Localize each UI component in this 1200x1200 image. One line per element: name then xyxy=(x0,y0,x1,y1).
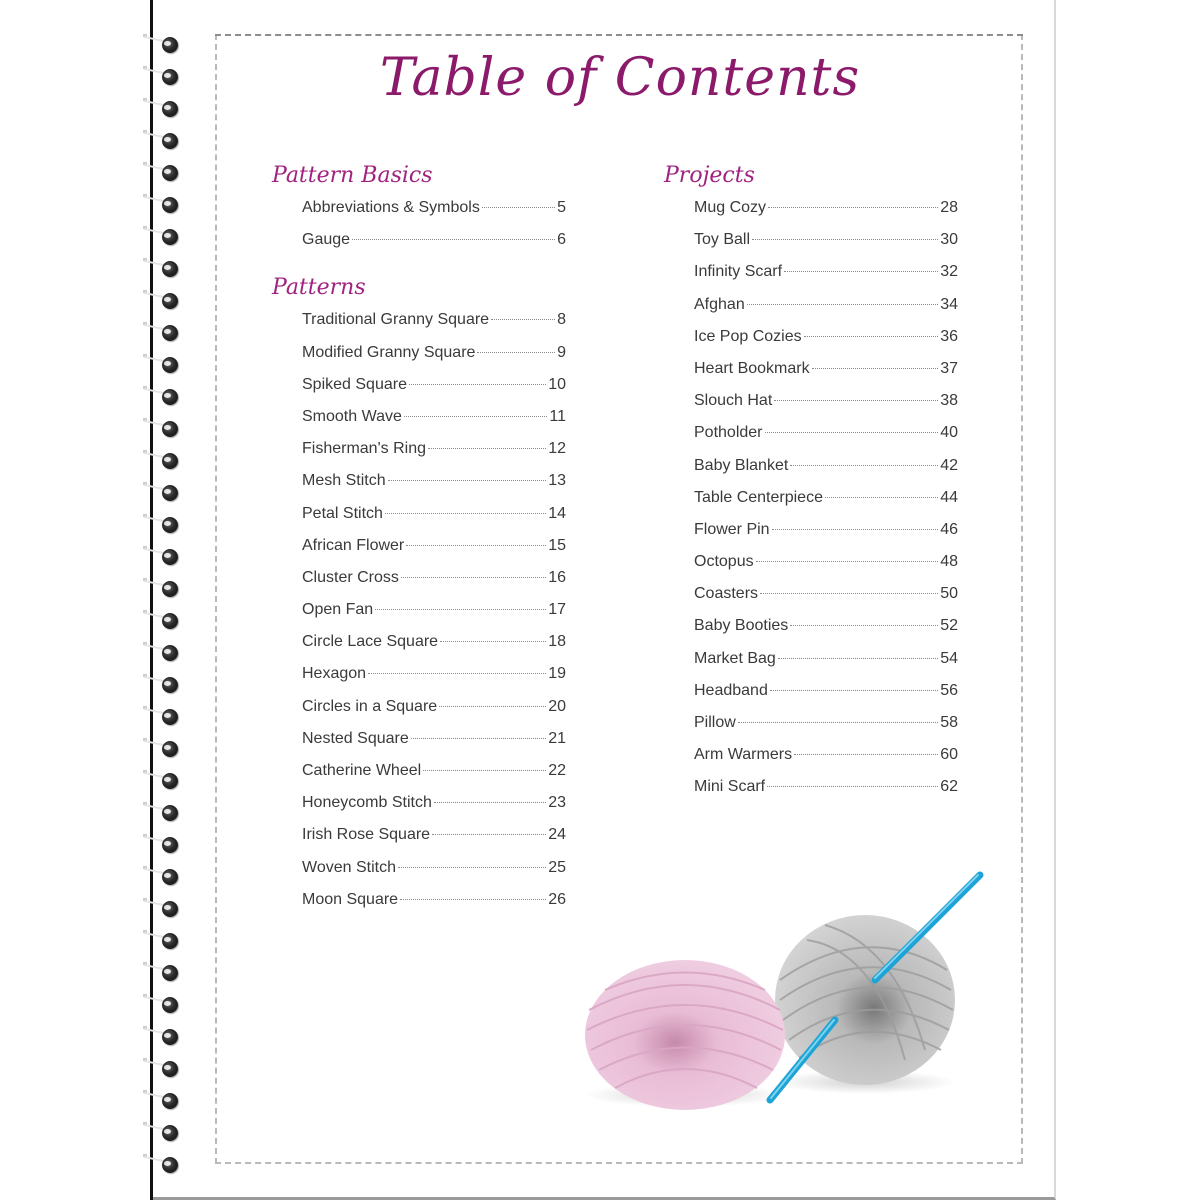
toc-entry-page-number: 54 xyxy=(940,649,958,667)
toc-entry[interactable] xyxy=(302,224,566,256)
binding-ring-icon xyxy=(162,325,178,341)
toc-entry-page-number: 16 xyxy=(548,568,566,586)
toc-entry-page-number: 30 xyxy=(940,231,958,249)
toc-entry[interactable] xyxy=(302,658,566,690)
toc-entry[interactable] xyxy=(694,192,958,224)
toc-entry-label: Coasters xyxy=(694,585,759,603)
dot-leader xyxy=(404,416,548,417)
toc-entry-page-number: 18 xyxy=(548,633,566,651)
toc-entry-page-number: 21 xyxy=(548,729,566,747)
binding-wire xyxy=(144,804,164,810)
toc-entry[interactable] xyxy=(302,852,566,884)
binding-wire xyxy=(144,836,164,842)
toc-entry[interactable] xyxy=(302,530,566,562)
toc-entry[interactable] xyxy=(302,192,566,224)
toc-entry-label: Circles in a Square xyxy=(302,697,438,715)
binding-ring-icon xyxy=(162,869,178,885)
toc-entry-label: Market Bag xyxy=(694,649,776,667)
dot-leader xyxy=(352,239,555,240)
binding-ring-icon xyxy=(162,549,178,565)
toc-entry-page-number: 26 xyxy=(548,890,566,908)
toc-entry-label: Fisherman's Ring xyxy=(302,440,426,458)
toc-entry-label: Moon Square xyxy=(302,890,399,908)
dot-leader xyxy=(778,658,938,659)
binding-ring-icon xyxy=(162,997,178,1013)
toc-entry-label: Cluster Cross xyxy=(302,568,399,586)
toc-entry-page-number: 37 xyxy=(940,359,958,377)
toc-entry[interactable] xyxy=(694,482,958,514)
toc-entry-page-number: 50 xyxy=(940,585,958,603)
toc-entry-label: Mesh Stitch xyxy=(302,472,386,490)
toc-entry[interactable] xyxy=(694,353,958,385)
dot-leader xyxy=(411,738,546,739)
toc-entry-page-number: 8 xyxy=(557,311,566,329)
toc-entry[interactable] xyxy=(302,369,566,401)
section-heading-patterns: Patterns xyxy=(272,275,366,301)
toc-entry[interactable] xyxy=(302,819,566,851)
toc-entry-page-number: 40 xyxy=(940,424,958,442)
binding-ring-icon xyxy=(162,837,178,853)
page-title: Table of Contents xyxy=(379,48,861,108)
binding-ring-icon xyxy=(162,1157,178,1173)
dotted-frame-top-edge xyxy=(215,34,1023,36)
toc-entry-label: Ice Pop Cozies xyxy=(694,327,802,345)
section-heading-projects: Projects xyxy=(664,163,755,188)
toc-entry-page-number: 19 xyxy=(548,665,566,683)
dot-leader xyxy=(770,690,938,691)
binding-ring-icon xyxy=(162,1125,178,1141)
toc-entry[interactable] xyxy=(302,465,566,497)
dot-leader xyxy=(368,673,546,674)
toc-entry[interactable] xyxy=(694,610,958,642)
toc-entry-page-number: 58 xyxy=(940,714,958,731)
toc-entry-label: Abbreviations & Symbols xyxy=(302,199,480,216)
toc-entry[interactable] xyxy=(302,691,566,723)
dot-leader xyxy=(767,786,938,787)
dot-leader xyxy=(482,207,555,208)
toc-entry-page-number: 28 xyxy=(940,199,958,216)
toc-entry-label: Pillow xyxy=(694,714,736,731)
binding-wire xyxy=(144,612,164,618)
toc-entry-page-number: 60 xyxy=(940,746,958,764)
dot-leader xyxy=(825,497,938,498)
dot-leader xyxy=(812,368,939,369)
toc-entry[interactable] xyxy=(302,337,566,369)
binding-ring-icon xyxy=(162,197,178,213)
binding-ring-icon xyxy=(162,933,178,949)
binding-wire xyxy=(144,484,164,490)
binding-wire xyxy=(144,708,164,714)
dot-leader xyxy=(400,899,546,900)
toc-entry-label: Baby Blanket xyxy=(694,456,789,474)
toc-entry-page-number: 52 xyxy=(940,617,958,635)
binding-wire xyxy=(144,132,164,138)
toc-entry-label: Spiked Square xyxy=(302,375,407,393)
dot-leader xyxy=(423,770,546,771)
binding-wire xyxy=(144,324,164,330)
binding-ring-icon xyxy=(162,709,178,725)
binding-ring-icon xyxy=(162,517,178,533)
toc-entry[interactable] xyxy=(694,450,958,482)
toc-entry[interactable] xyxy=(302,755,566,787)
section-projects xyxy=(662,192,962,804)
toc-entry-label: Flower Pin xyxy=(694,520,770,538)
binding-ring-icon xyxy=(162,581,178,597)
binding-wire xyxy=(144,644,164,650)
dot-leader xyxy=(440,641,546,642)
toc-entry-page-number: 62 xyxy=(940,778,958,796)
dot-leader xyxy=(409,384,546,385)
toc-entry-page-number: 38 xyxy=(940,392,958,410)
toc-entry-label: Open Fan xyxy=(302,601,374,619)
dot-leader xyxy=(385,513,546,514)
toc-entry-page-number: 5 xyxy=(557,199,566,216)
dot-leader xyxy=(747,304,938,305)
binding-ring-icon xyxy=(162,453,178,469)
binding-wire xyxy=(144,356,164,362)
toc-entry-label: Slouch Hat xyxy=(694,392,773,410)
toc-entry-label: Table Centerpiece xyxy=(694,488,823,506)
dot-leader xyxy=(477,352,555,353)
toc-entry-label: Woven Stitch xyxy=(302,858,396,876)
dot-leader xyxy=(760,593,938,594)
toc-entry-label: Potholder xyxy=(694,424,763,442)
dot-leader xyxy=(794,754,938,755)
binding-ring-icon xyxy=(162,261,178,277)
binding-ring-icon xyxy=(162,773,178,789)
binding-wire xyxy=(144,868,164,874)
dot-leader xyxy=(428,448,546,449)
binding-wire xyxy=(144,900,164,906)
binding-wire xyxy=(144,580,164,586)
toc-entry-page-number: 46 xyxy=(940,520,958,538)
toc-entry-page-number: 13 xyxy=(548,472,566,490)
toc-entry[interactable] xyxy=(694,643,958,675)
section-heading-pattern-basics: Pattern Basics xyxy=(272,163,433,188)
toc-entry-label: Modified Granny Square xyxy=(302,343,476,361)
toc-entry-label: Toy Ball xyxy=(694,231,751,249)
toc-entry[interactable] xyxy=(694,514,958,546)
dot-leader xyxy=(804,336,939,337)
toc-entry-label: Infinity Scarf xyxy=(694,263,783,281)
binding-wire xyxy=(144,228,164,234)
toc-entry[interactable] xyxy=(302,723,566,755)
toc-entry-label: Hexagon xyxy=(302,665,367,683)
yarn-illustration xyxy=(575,860,995,1110)
yarn-balls-with-crochet-hook-image xyxy=(575,860,995,1110)
toc-entry-label: Honeycomb Stitch xyxy=(302,794,432,812)
binding-wire xyxy=(144,452,164,458)
toc-entry-page-number: 6 xyxy=(557,231,566,249)
toc-entry-page-number: 44 xyxy=(940,488,958,506)
toc-entry[interactable] xyxy=(302,498,566,530)
toc-entry-page-number: 15 xyxy=(548,536,566,554)
toc-entry[interactable] xyxy=(302,401,566,433)
toc-entry-label: Afghan xyxy=(694,295,745,313)
binding-ring-icon xyxy=(162,901,178,917)
dot-leader xyxy=(765,432,939,433)
binding-wire xyxy=(144,292,164,298)
toc-entry[interactable] xyxy=(302,562,566,594)
toc-entry-page-number: 32 xyxy=(940,263,958,281)
toc-entry-label: Petal Stitch xyxy=(302,504,383,522)
toc-entry-label: Baby Booties xyxy=(694,617,789,635)
dot-leader xyxy=(790,465,938,466)
toc-entry[interactable] xyxy=(694,675,958,707)
binding-ring-icon xyxy=(162,613,178,629)
binding-ring-icon xyxy=(162,133,178,149)
toc-entry-label: Mug Cozy xyxy=(694,199,767,216)
binding-wire xyxy=(144,676,164,682)
toc-entry[interactable] xyxy=(694,321,958,353)
toc-entry-label: African Flower xyxy=(302,536,405,554)
toc-entry[interactable] xyxy=(302,433,566,465)
binding-wire xyxy=(144,1124,164,1130)
binding-wire xyxy=(144,1156,164,1162)
toc-entry-label: Smooth Wave xyxy=(302,407,402,425)
binding-wire xyxy=(144,964,164,970)
toc-entry-page-number: 22 xyxy=(548,762,566,779)
binding-ring-icon xyxy=(162,965,178,981)
binding-wire xyxy=(144,548,164,554)
dot-leader xyxy=(432,834,546,835)
binding-ring-icon xyxy=(162,421,178,437)
toc-entry-label: Octopus xyxy=(694,553,754,571)
binding-ring-icon xyxy=(162,741,178,757)
binding-wire xyxy=(144,260,164,266)
binding-wire xyxy=(144,196,164,202)
binding-ring-icon xyxy=(162,485,178,501)
dot-leader xyxy=(388,480,547,481)
binding-ring-icon xyxy=(162,805,178,821)
toc-entry-page-number: 24 xyxy=(548,826,566,844)
dot-leader xyxy=(375,609,546,610)
toc-column-right xyxy=(662,160,962,804)
binding-wire xyxy=(144,516,164,522)
dot-leader xyxy=(738,722,938,723)
toc-entry-label: Catherine Wheel xyxy=(302,762,422,779)
toc-entry-label: Gauge xyxy=(302,231,351,249)
toc-entry[interactable] xyxy=(694,771,958,803)
dot-leader xyxy=(774,400,938,401)
binding-wire xyxy=(144,996,164,1002)
section-pattern-basics xyxy=(270,192,570,256)
binding-wire xyxy=(144,1060,164,1066)
binding-wire xyxy=(144,1092,164,1098)
toc-entry-label: Nested Square xyxy=(302,729,409,747)
toc-column-left xyxy=(270,160,570,916)
binding-ring-icon xyxy=(162,1061,178,1077)
binding-ring-icon xyxy=(162,389,178,405)
binding-ring-icon xyxy=(162,229,178,245)
toc-entry[interactable] xyxy=(694,546,958,578)
binding-ring-icon xyxy=(162,1093,178,1109)
binding-wire xyxy=(144,36,164,42)
dot-leader xyxy=(434,802,546,803)
dot-leader xyxy=(768,207,938,208)
binding-ring-icon xyxy=(162,645,178,661)
binding-wire xyxy=(144,420,164,426)
dot-leader xyxy=(398,867,546,868)
toc-entry-page-number: 42 xyxy=(940,456,958,474)
toc-entry-page-number: 23 xyxy=(548,794,566,812)
toc-entry[interactable] xyxy=(302,594,566,626)
toc-entry[interactable] xyxy=(694,289,958,321)
binding-wire xyxy=(144,772,164,778)
binding-ring-icon xyxy=(162,677,178,693)
toc-entry[interactable] xyxy=(302,304,566,336)
toc-entry-page-number: 25 xyxy=(548,858,566,876)
toc-entry-page-number: 56 xyxy=(940,681,958,699)
dot-leader xyxy=(784,271,938,272)
dot-leader xyxy=(756,561,939,562)
binding-ring-icon xyxy=(162,165,178,181)
toc-entry-page-number: 34 xyxy=(940,295,958,313)
toc-entry[interactable] xyxy=(694,739,958,771)
binding-wire xyxy=(144,388,164,394)
toc-entry-page-number: 12 xyxy=(548,440,566,458)
binding-wire xyxy=(144,932,164,938)
dot-leader xyxy=(491,319,555,320)
toc-entry-page-number: 20 xyxy=(548,697,566,715)
toc-entry[interactable] xyxy=(694,224,958,256)
toc-entry[interactable] xyxy=(694,256,958,288)
toc-entry-page-number: 9 xyxy=(557,343,566,361)
toc-entry[interactable] xyxy=(302,626,566,658)
dot-leader xyxy=(772,529,939,530)
toc-entry-label: Arm Warmers xyxy=(694,746,793,764)
toc-entry-label: Traditional Granny Square xyxy=(302,311,490,329)
dot-leader xyxy=(439,706,546,707)
toc-entry-label: Irish Rose Square xyxy=(302,826,431,844)
toc-entry-label: Headband xyxy=(694,681,768,699)
toc-entry-page-number: 36 xyxy=(940,327,958,345)
toc-entry[interactable] xyxy=(694,707,958,739)
binding-ring-icon xyxy=(162,293,178,309)
dot-leader xyxy=(406,545,546,546)
toc-entry-page-number: 17 xyxy=(548,601,566,619)
toc-entry-label: Mini Scarf xyxy=(694,778,766,796)
toc-entry[interactable] xyxy=(694,385,958,417)
toc-entry[interactable] xyxy=(302,884,566,916)
toc-entry[interactable] xyxy=(694,417,958,449)
binding-wire xyxy=(144,164,164,170)
dot-leader xyxy=(752,239,938,240)
toc-entry-label: Circle Lace Square xyxy=(302,633,439,651)
toc-entry[interactable] xyxy=(302,787,566,819)
toc-entry-page-number: 48 xyxy=(940,553,958,571)
section-patterns xyxy=(270,304,570,916)
binding-wire xyxy=(144,740,164,746)
binding-wire xyxy=(144,1028,164,1034)
binding-ring-icon xyxy=(162,1029,178,1045)
binding-ring-icon xyxy=(162,357,178,373)
toc-entry-page-number: 14 xyxy=(548,504,566,522)
toc-entry-page-number: 10 xyxy=(548,375,566,393)
toc-entry[interactable] xyxy=(694,578,958,610)
dot-leader xyxy=(401,577,546,578)
dot-leader xyxy=(790,625,938,626)
spiral-binding xyxy=(140,0,190,1200)
toc-entry-page-number: 11 xyxy=(549,407,566,425)
toc-entry-label: Heart Bookmark xyxy=(694,359,810,377)
